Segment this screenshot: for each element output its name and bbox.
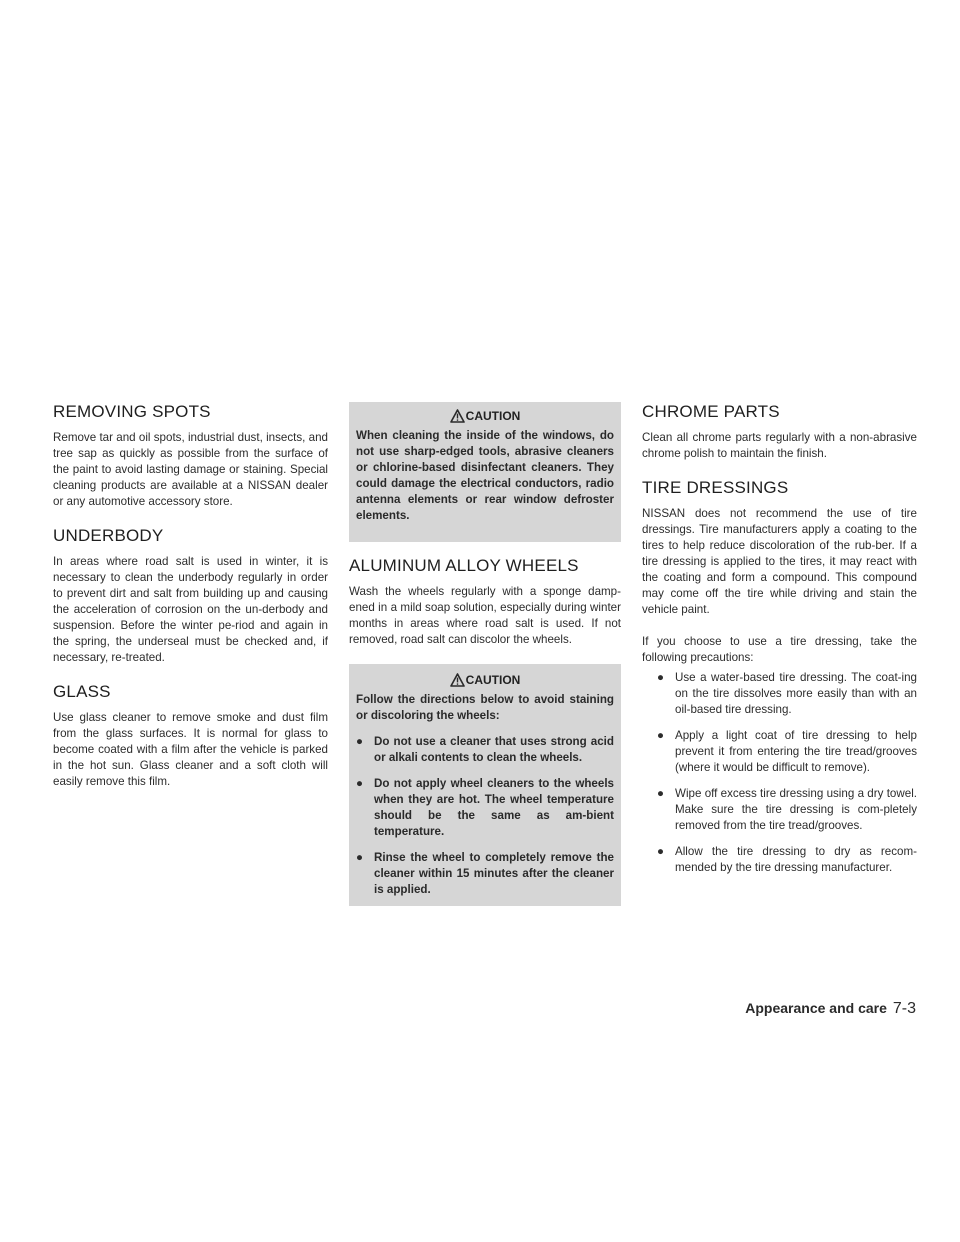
caution-box-wheels — [349, 664, 621, 906]
list-item-text: Wipe off excess tire dressing using a dry towel. Make sure the tire dressing is com-pletely removed from the tire tread/grooves. — [675, 787, 917, 832]
caution-wheels-intro: Follow the directions below to avoid staining or discoloring the wheels: — [356, 693, 614, 722]
caution-label: CAUTION — [465, 409, 521, 423]
caution-box-windows — [349, 402, 621, 542]
list-item-text: Do not use a cleaner that uses strong acid or alkali contents to clean the wheels. — [374, 735, 614, 764]
right-column — [642, 402, 917, 886]
list-item — [642, 786, 917, 834]
bullet-icon: ● — [356, 851, 364, 864]
underbody-section — [53, 526, 328, 666]
list-item — [356, 776, 614, 840]
underbody-heading: UNDERBODY — [53, 526, 164, 545]
list-item — [642, 670, 917, 718]
caution-wheels-list — [356, 734, 614, 898]
bullet-icon: ● — [356, 735, 364, 748]
list-item-text: Apply a light coat of tire dressing to help prevent it from entering the tire tread/grooves (where it would be difficult to remove). — [675, 729, 917, 774]
page-number: 7-3 — [892, 1000, 916, 1017]
list-item-text: Use a water-based tire dressing. The coat-ing on the tire dissolves more easily than with an oil-based tire dressing. — [675, 671, 917, 716]
chrome-parts-heading: CHROME PARTS — [642, 402, 780, 421]
left-column — [53, 402, 328, 806]
removing-spots-section — [53, 402, 328, 510]
caution-windows-text: When cleaning the inside of the windows, do not use sharp-edged tools, abrasive cleaners or chlorine-based disinfectant cleaners. They could damage the electrical conductors, radio antenna elements or rear window defroster elements. — [356, 429, 614, 522]
list-item — [642, 728, 917, 776]
caution-label: CAUTION — [465, 673, 521, 687]
bullet-icon: ● — [657, 729, 665, 742]
tire-dressings-text-1: NISSAN does not recommend the use of tire dressings. Tire manufacturers apply a coating to the tires to help reduce discoloration of the rub-ber. If a tire dressing is applied to the tires, it may react with the coating and form a compound. This compound may come off the tire while driving and stain the vehicle paint. — [642, 507, 917, 616]
removing-spots-heading: REMOVING SPOTS — [53, 402, 211, 421]
glass-section — [53, 682, 328, 790]
bullet-icon: ● — [657, 787, 665, 800]
warning-triangle-icon — [450, 409, 465, 423]
list-item-text: Allow the tire dressing to dry as recom-mended by the tire dressing manufacturer. — [675, 845, 917, 874]
bullet-icon: ● — [657, 671, 665, 684]
footer-section-title: Appearance and care — [745, 1000, 887, 1016]
aluminum-wheels-heading: ALUMINUM ALLOY WHEELS — [349, 556, 579, 575]
list-item-text: Rinse the wheel to completely remove the cleaner within 15 minutes after the cleaner is applied. — [374, 851, 614, 896]
list-item — [642, 844, 917, 876]
chrome-parts-text: Clean all chrome parts regularly with a non-abrasive chrome polish to maintain the finish. — [642, 431, 917, 460]
bullet-icon: ● — [356, 777, 364, 790]
list-item — [356, 734, 614, 766]
middle-column — [349, 402, 621, 920]
glass-text: Use glass cleaner to remove smoke and dust film from the glass surfaces. It is normal for glass to become coated with a film after the vehicle is parked in the hot sun. Glass cleaner and a soft cloth will easily remove this film. — [53, 711, 328, 788]
warning-triangle-icon — [450, 673, 465, 687]
glass-heading: GLASS — [53, 682, 111, 701]
page-footer — [745, 1000, 916, 1018]
bullet-icon: ● — [657, 845, 665, 858]
tire-dressings-heading: TIRE DRESSINGS — [642, 478, 789, 497]
caution-header — [356, 406, 614, 426]
removing-spots-text: Remove tar and oil spots, industrial dust, insects, and tree sap as quickly as possible from the surface of the paint to avoid lasting damage or staining. Special cleaning products are available at a NISSAN dealer or any automotive accessory store. — [53, 431, 328, 508]
aluminum-wheels-text: Wash the wheels regularly with a sponge damp-ened in a mild soap solution, especially during winter months in areas where road salt is used. If not removed, road salt can discolor the wheels. — [349, 585, 621, 646]
tire-precautions-list — [642, 670, 917, 876]
tire-dressings-text-2: If you choose to use a tire dressing, take the following precautions: — [642, 635, 917, 664]
caution-header — [356, 670, 614, 690]
aluminum-wheels-section — [349, 556, 621, 648]
list-item-text: Do not apply wheel cleaners to the wheels when they are hot. The wheel temperature should be the same as am-bient temperature. — [374, 777, 614, 838]
chrome-parts-section — [642, 402, 917, 462]
underbody-text: In areas where road salt is used in winter, it is necessary to clean the underbody regularly in order to prevent dirt and salt from building up and causing the acceleration of corrosion on the un-derbody and suspension. Before the winter pe-riod and again in the spring, the underseal must be checked and, if necessary, re-treated. — [53, 555, 328, 664]
list-item — [356, 850, 614, 898]
tire-dressings-section — [642, 478, 917, 876]
